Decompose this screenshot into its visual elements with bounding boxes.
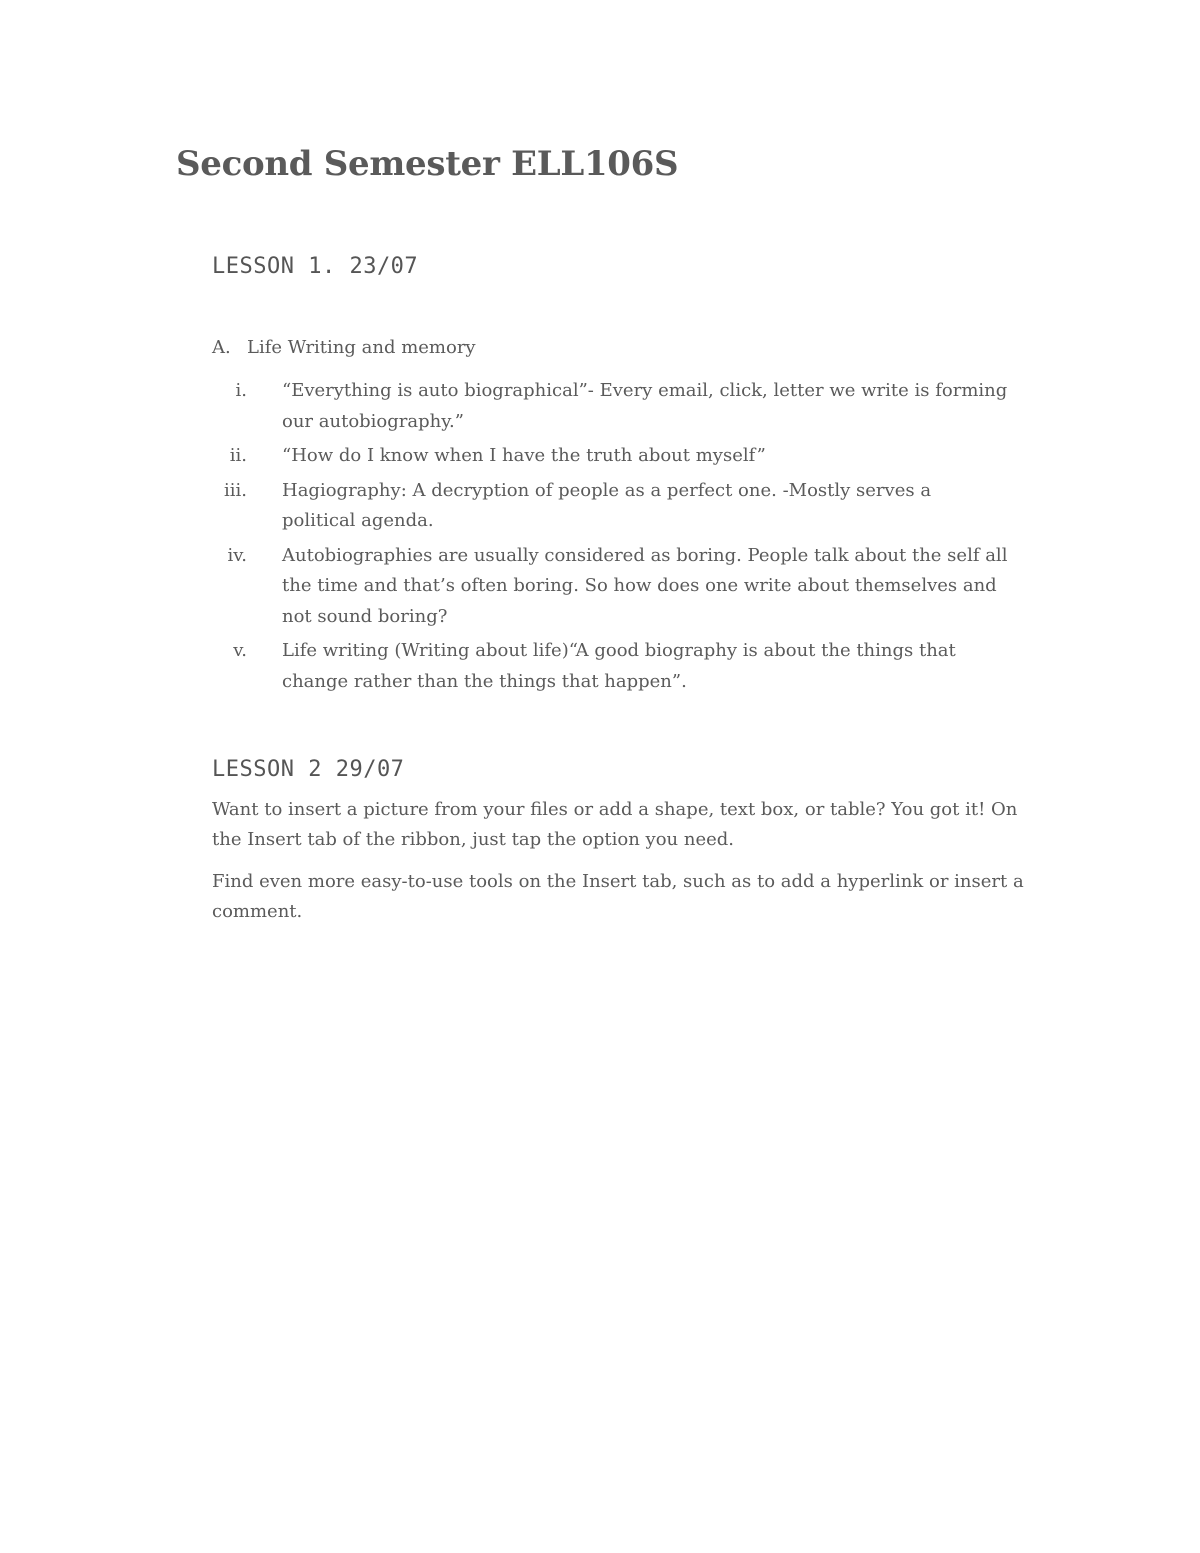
lesson-1-item-list bbox=[212, 376, 1032, 701]
lesson-1-heading: LESSON 1. 23/07 bbox=[212, 254, 419, 279]
list-item-text: “Everything is auto biographical”- Every email, click, letter we write is forming our autobiography.” bbox=[282, 380, 1008, 432]
list-item-text: Autobiographies are usually considered as boring. People talk about the self all the time and that’s often boring. So how does one write about themselves and not sound boring? bbox=[282, 544, 1008, 627]
section-a-letter: A. bbox=[212, 337, 231, 358]
list-item-number: iv. bbox=[227, 544, 247, 566]
list-item bbox=[212, 541, 1032, 633]
list-item bbox=[212, 476, 1032, 537]
lesson-2-paragraph-1: Want to insert a picture from your files or add a shape, text box, or table? You got it! On the Insert tab of the ribbon, just tap the option you need. bbox=[212, 799, 1018, 850]
list-item-text: “How do I know when I have the truth about myself” bbox=[282, 445, 766, 466]
list-item-number: ii. bbox=[229, 445, 247, 466]
list-item bbox=[212, 376, 1032, 437]
list-item bbox=[212, 441, 1032, 472]
section-a-label: Life Writing and memory bbox=[247, 337, 476, 358]
lesson-2-heading: LESSON 2 29/07 bbox=[212, 757, 405, 782]
document-title: Second Semester ELL106S bbox=[176, 144, 679, 184]
list-item-text: Life writing (Writing about life)“A good biography is about the things that change rather than the things that happen”. bbox=[282, 640, 956, 692]
list-item-number: iii. bbox=[224, 479, 247, 501]
list-item-number: v. bbox=[233, 640, 247, 661]
section-a-heading bbox=[212, 334, 476, 362]
lesson-2-paragraph-2: Find even more easy-to-use tools on the Insert tab, such as to add a hyperlink or insert a comment. bbox=[212, 871, 1024, 922]
list-item bbox=[212, 636, 1032, 697]
list-item-number: i. bbox=[235, 380, 247, 401]
list-item-text: Hagiography: A decryption of people as a perfect one. -Mostly serves a political agenda. bbox=[282, 479, 932, 531]
